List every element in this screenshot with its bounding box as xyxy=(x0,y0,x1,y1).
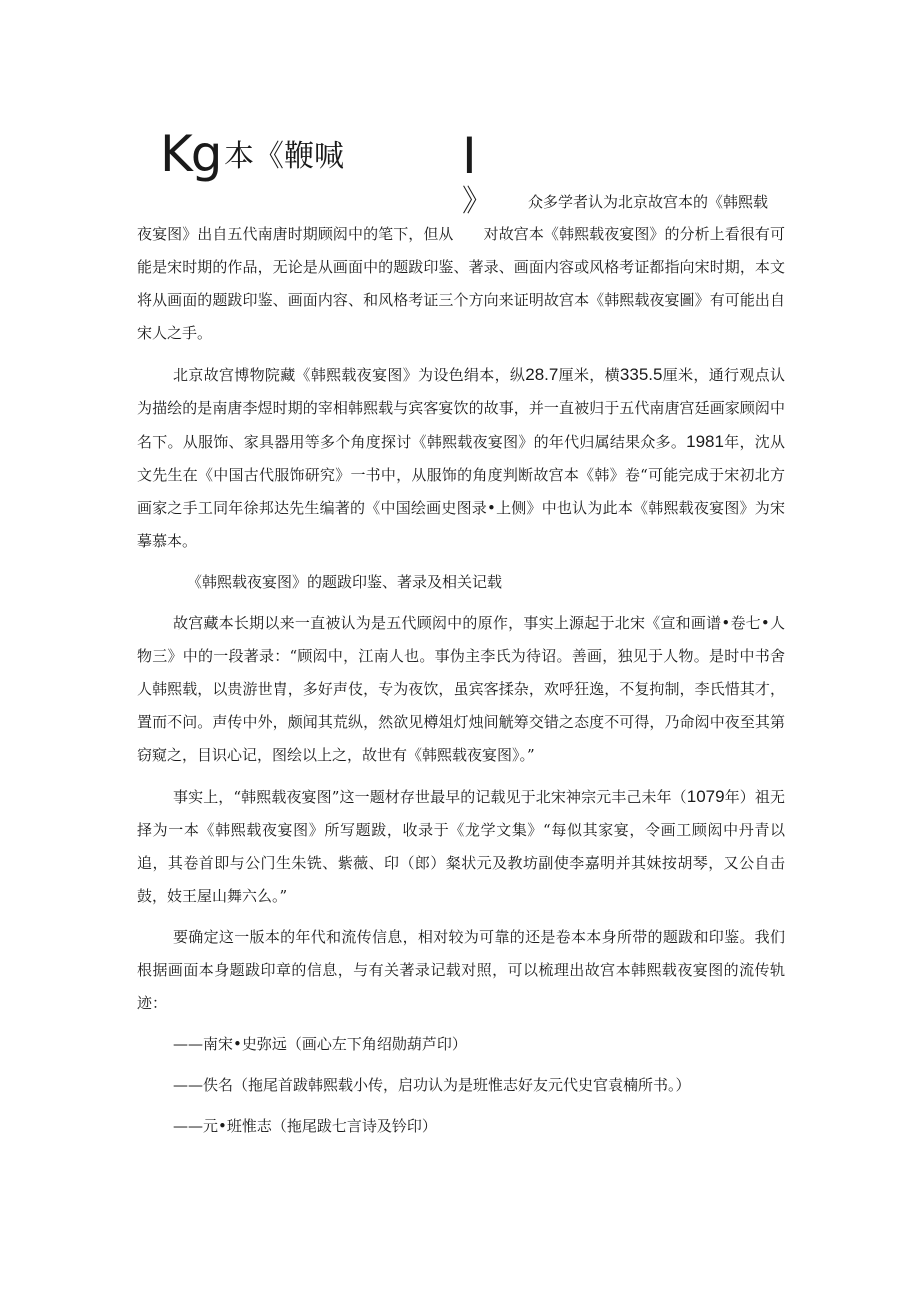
paragraph-earliest-record xyxy=(137,780,785,913)
trace-item: ——南宋•史弥远（画心左下角绍勋葫芦印） xyxy=(173,1035,467,1053)
para1-d: 年，沈从文先生在《中国古代服饰研究》一书中，从服饰的角度判断故宫本《韩》卷“可能完成于宋初北方画家之手工同年徐邦达先生编著的《中国绘画史图录•上侧》中也认为此本《韩熙载夜宴图》为宋摹慕本。 xyxy=(137,433,785,550)
para3-a: 事实上，“韩熙载夜宴图”这一题材存世最早的记载见于北宋神宗元丰己未年（ xyxy=(173,788,687,806)
trace-item: ——元•班惟志（拖尾跋七言诗及钤印） xyxy=(173,1117,437,1135)
body-text xyxy=(137,218,785,1151)
paragraph-records: 故宫藏本长期以来一直被认为是五代顾闳中的原作，事实上源起于北宋《宣和画谱•卷七•人物三》中的一段著录：“顾闳中，江南人也。事伪主李氏为待诏。善画，独见于人物。是时中书舍人韩熙载，以贵游世胄，多好声伎，专为夜饮，虽宾客揉杂，欢呼狂逸，不复拘制，李氏惜其才，置而不问。声传中外，颇闻其荒纵，然欲见樽俎灯烛间觥筹交错之态度不可得，乃命闳中夜至其第窃窥之，目识心记，图绘以上之，故世有《韩熙载夜宴图》。” xyxy=(137,614,785,764)
title-close-bracket: 》 xyxy=(462,184,492,219)
para1-a: 北京故宫博物院藏《韩熙载夜宴图》为设色绢本，纵 xyxy=(173,366,526,384)
para1-c: 厘米，通行观点认为描绘的是南唐李煜时期的宰相韩熙载与宾客宴饮的故事，并一直被归于五代南唐宫廷画家顾闳中名下。从服饰、家具器用等多个角度探讨《韩熙载夜宴图》的年代归属结果众多。 xyxy=(137,366,785,451)
intro-paragraph: 夜宴图》出自五代南唐时期顾闳中的笔下，但从 对故宫本《韩熙载夜宴图》的分析上看很有可能是宋时期的作品，无论是从画面中的题跋印鉴、著录、画面内容或风格考证都指向宋时期，本文将从画面的题跋印鉴、画面内容、和风格考证三个方向来证明故宫本《韩熙载夜宴圖》有可能出自宋人之手。 xyxy=(137,225,785,342)
title-bar: I xyxy=(462,127,477,185)
para1-b: 厘米，横 xyxy=(558,366,620,384)
para1-year: 1981 xyxy=(686,432,724,451)
intro-first-line: 众多学者认为北京故宫本的《韩熙载 xyxy=(528,193,769,211)
paragraph-provenance: 要确定这一版本的年代和流传信息，相对较为可靠的还是卷本本身所带的题跋和印鉴。我们根据画面本身题跋印章的信息，与有关著录记载对照，可以梳理出故宫本韩熙载夜宴图的流传轨迹： xyxy=(137,928,785,1012)
para3-year: 1079 xyxy=(686,787,725,806)
para1-width-value: 335.5 xyxy=(619,365,663,384)
section-heading: 《韩熙载夜宴图》的题跋印鉴、著录及相关记载 xyxy=(187,573,503,591)
trace-item: ——佚名（拖尾首跋韩熙载小传，启功认为是班惟志好友元代史官袁楠所书。） xyxy=(173,1076,691,1094)
title-cjk: 本《鞭喊 xyxy=(224,139,344,174)
para1-height-value: 28.7 xyxy=(525,365,559,384)
para3-b: 年）祖无择为一本《韩熙载夜宴图》所写题跋，收录于《龙学文集》“每似其家宴，令画工顾闳中丹青以追，其卷首即与公门生朱铣、紫薇、印（郎）粲状元及教坊副使李嘉明并其妹按胡琴，又公自击鼓，妓王屋山舞六么。” xyxy=(137,788,785,905)
paragraph-dimensions xyxy=(137,358,785,558)
title-latin: Kg xyxy=(160,125,221,183)
